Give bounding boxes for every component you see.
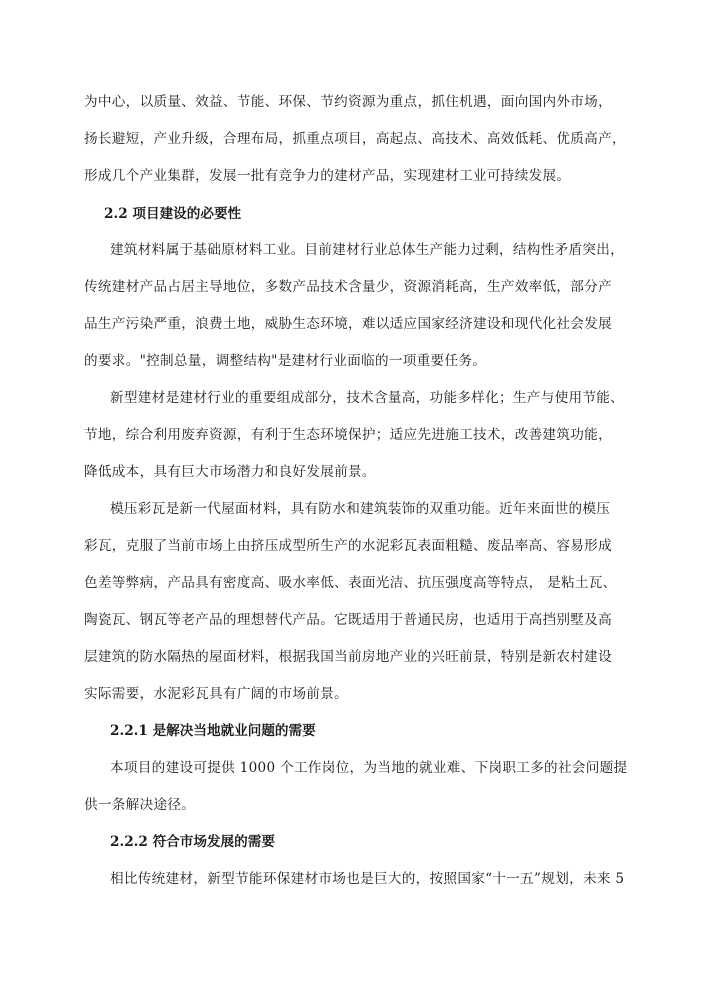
text-line: 模压彩瓦是新一代屋面材料，具有防水和建筑装饰的双重功能。近年来面世的模压 [110, 501, 611, 517]
section-heading-2-2-1: 2.2.1 是解决当地就业问题的需要 [110, 723, 316, 739]
text-line: 陶瓷瓦、钢瓦等老产品的理想替代产品。它既适用于普通民房，也适用于高挡别墅及高 [84, 612, 612, 628]
text-line: 供一条解决途径。 [84, 797, 196, 813]
text-line: 形成几个产业集群，发展一批有竞争力的建材产品，实现建材工业可持续发展。 [84, 168, 571, 184]
text-line: 的要求。"控制总量，调整结构"是建材行业面临的一项重要任务。 [84, 353, 487, 369]
text-line: 相比传统建材，新型节能环保建材市场也是巨大的，按照国家“十一五”规划，未来 5 [110, 871, 625, 887]
text-line: 色差等弊病，产品具有密度高、吸水率低、表面光洁、抗压强度高等特点， 是粘土瓦、 [84, 575, 617, 591]
text-line: 节地，综合利用废弃资源，有利于生态环境保护；适应先进施工技术，改善建筑功能， [84, 427, 612, 443]
text-line: 传统建材产品占居主导地位，多数产品技术含量少，资源消耗高，生产效率低，部分产 [84, 279, 612, 295]
text-line: 扬长避短，产业升级，合理布局，抓重点项目，高起点、高技术、高效低耗、优质高产， [84, 131, 626, 147]
text-line: 新型建材是建材行业的重要组成部分，技术含量高，功能多样化；生产与使用节能、 [110, 390, 625, 406]
text-line: 建筑材料属于基础原材料工业。目前建材行业总体生产能力过剩，结构性矛盾突出， [110, 242, 625, 258]
section-heading-2-2: 2.2 项目建设的必要性 [104, 206, 242, 222]
text-line: 实际需要，水泥彩瓦具有广阔的市场前景。 [84, 686, 348, 702]
text-line: 层建筑的防水隔热的屋面材料，根据我国当前房地产业的兴旺前景，特别是新农村建设 [84, 649, 612, 665]
text-line: 品生产污染严重，浪费土地，威胁生态环境，难以适应国家经济建设和现代化社会发展 [84, 316, 612, 332]
text-line: 彩瓦，克服了当前市场上由挤压成型所生产的水泥彩瓦表面粗糙、废品率高、容易形成 [84, 538, 612, 554]
text-line: 本项目的建设可提供 1000 个工作岗位，为当地的就业难、下岗职工多的社会问题提 [110, 760, 628, 776]
text-line: 降低成本，具有巨大市场潜力和良好发展前景。 [84, 464, 376, 480]
section-heading-2-2-2: 2.2.2 符合市场发展的需要 [110, 834, 275, 850]
text-line: 为中心，以质量、效益、节能、环保、节约资源为重点，抓住机遇，面向国内外市场， [84, 94, 612, 110]
